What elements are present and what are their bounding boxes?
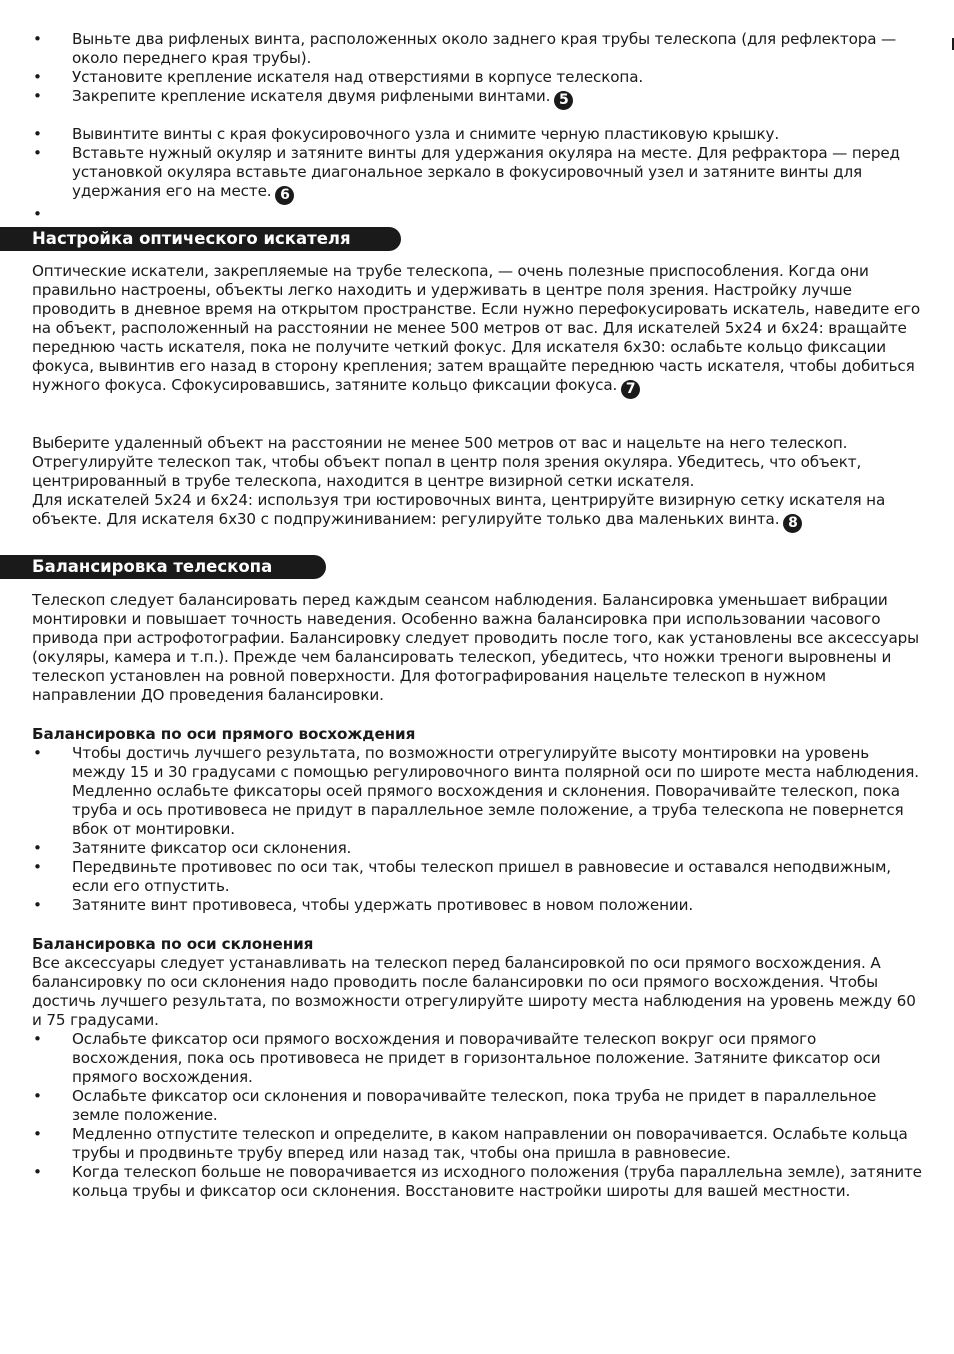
list-item: • Когда телескоп больше не поворачивается из исходного положения (труба параллельна земле), затяните кольца трубы и фиксатор оси склонения. Восстановите настройки широты для вашей местности.: [32, 1163, 922, 1201]
list-item: • Медленно отпустите телескоп и определите, в каком направлении он поворачивается. Ослабьте кольца трубы и продвиньте трубу вперед или назад так, чтобы она пришла в равновесие.: [32, 1125, 922, 1163]
finder-paragraph-2: Выберите удаленный объект на расстоянии не менее 500 метров от вас и нацельте на него телескоп. Отрегулируйте телескоп так, чтобы объект попал в центр поля зрения окуляра. Убедитесь, что объект, центрированный в трубе телескопа, находится в центре визирной сетки искателя.: [32, 434, 862, 490]
list-item: • Установите крепление искателя над отверстиями в корпусе телескопа.: [32, 68, 922, 87]
list-item: • Вставьте нужный окуляр и затяните винты для удержания окуляра на месте. Для рефрактора — перед установкой окуляра вставьте диагональное зеркало в фокусировочный узел и затяните винты для удержания его на месте. 6: [32, 144, 922, 205]
list-item: • Ослабьте фиксатор оси прямого восхождения и поворачивайте телескоп вокруг оси прямого восхождения, пока ось противовеса не придет в горизонтальное положение. Затяните фиксатор оси прямого восхождения.: [32, 1030, 922, 1087]
figure-badge-5: 5: [554, 91, 573, 110]
dec-balance-intro: Все аксессуары следует устанавливать на телескоп перед балансировкой по оси прямого восхождения. А балансировку по оси склонения надо проводить после балансировки по оси прямого восхождения. Чтобы достичь лучшего результата, по возможности отрегулируйте широту места наблюдения на уровень между 60 и 75 градусами.: [32, 954, 916, 1029]
figure-badge-8: 8: [783, 514, 802, 533]
list-item: • Закрепите крепление искателя двумя рифлеными винтами. 5: [32, 87, 922, 110]
list-item: • Выньте два рифленых винта, расположенных около заднего края трубы телескопа (для рефлектора — около переднего края трубы).: [32, 30, 922, 68]
finder-paragraph-3: Для искателей 5x24 и 6x24: используя три юстировочных винта, центрируйте визирную сетку искателя на объекте. Для искателя 6x30 с подпружиниванием: регулируйте только два маленьких винта. 8: [32, 491, 886, 531]
dec-balance-steps: [32, 1030, 922, 1201]
list-item: • Чтобы достичь лучшего результата, по возможности отрегулируйте высоту монтировки на уровень между 15 и 30 градусами с помощью регулировочного винта полярной оси по широте места наблюдения. Медленно ослабьте фиксаторы осей прямого восхождения и склонения. Поворачивайте телескоп, пока труба и ось противовеса не придут в параллельное земле положение, а труба телескопа не повернется вбок от монтировки.: [32, 744, 922, 839]
section-header-balance: Балансировка телескопа: [0, 555, 326, 579]
subheading-ra-balance: Балансировка по оси прямого восхождения: [32, 725, 416, 743]
balance-paragraph: Телескоп следует балансировать перед каждым сеансом наблюдения. Балансировка уменьшает вибрации монтировки и повышает точность наведения. Особенно важна балансировка при использовании часового привода при астрофотографии. Балансировку следует проводить после того, как установлены все аксессуары (окуляры, камера и т.п.). Прежде чем балансировать телескоп, убедитесь, что ножки треноги выровнены и телескоп установлен на ровной поверхности. Для фотографирования нацельте телескоп в нужном направлении ДО проведения балансировки.: [32, 591, 919, 704]
ra-balance-steps: [32, 744, 922, 915]
list-item: • Вывинтите винты с края фокусировочного узла и снимите черную пластиковую крышку.: [32, 125, 922, 144]
list-item: [32, 205, 922, 224]
section-header-finder: Настройка оптического искателя: [0, 227, 401, 251]
list-item: • Передвиньте противовес по оси так, чтобы телескоп пришел в равновесие и оставался неподвижным, если его отпустить.: [32, 858, 922, 896]
finder-paragraph-1: Оптические искатели, закрепляемые на трубе телескопа, — очень полезные приспособления. Когда они правильно настроены, объекты легко находить и удерживать в центре поля зрения. Настройку лучше проводить в дневное время на открытом пространстве. Если нужно перефокусировать искатель, наведите его на объект, расположенный на расстоянии не менее 500 метров от вас. Для искателей 5x24 и 6x24: вращайте переднюю часть искателя, пока не получите четкий фокус. Для искателя 6x30: ослабьте кольцо фиксации фокуса, вывинтив его назад в сторону крепления; затем вращайте переднюю часть искателя, чтобы добиться нужного фокуса. Сфокусировавшись, затяните кольцо фиксации фокуса. 7: [32, 262, 921, 397]
figure-badge-6: 6: [275, 186, 294, 205]
finder-mount-steps: [32, 30, 922, 110]
eyepiece-steps: [32, 125, 922, 224]
list-item: • Затяните винт противовеса, чтобы удержать противовес в новом положении.: [32, 896, 922, 915]
list-item: • Ослабьте фиксатор оси склонения и поворачивайте телескоп, пока труба не придет в параллельное земле положение.: [32, 1087, 922, 1125]
list-item: • Затяните фиксатор оси склонения.: [32, 839, 922, 858]
figure-badge-7: 7: [621, 380, 640, 399]
subheading-dec-balance: Балансировка по оси склонения: [32, 935, 314, 953]
